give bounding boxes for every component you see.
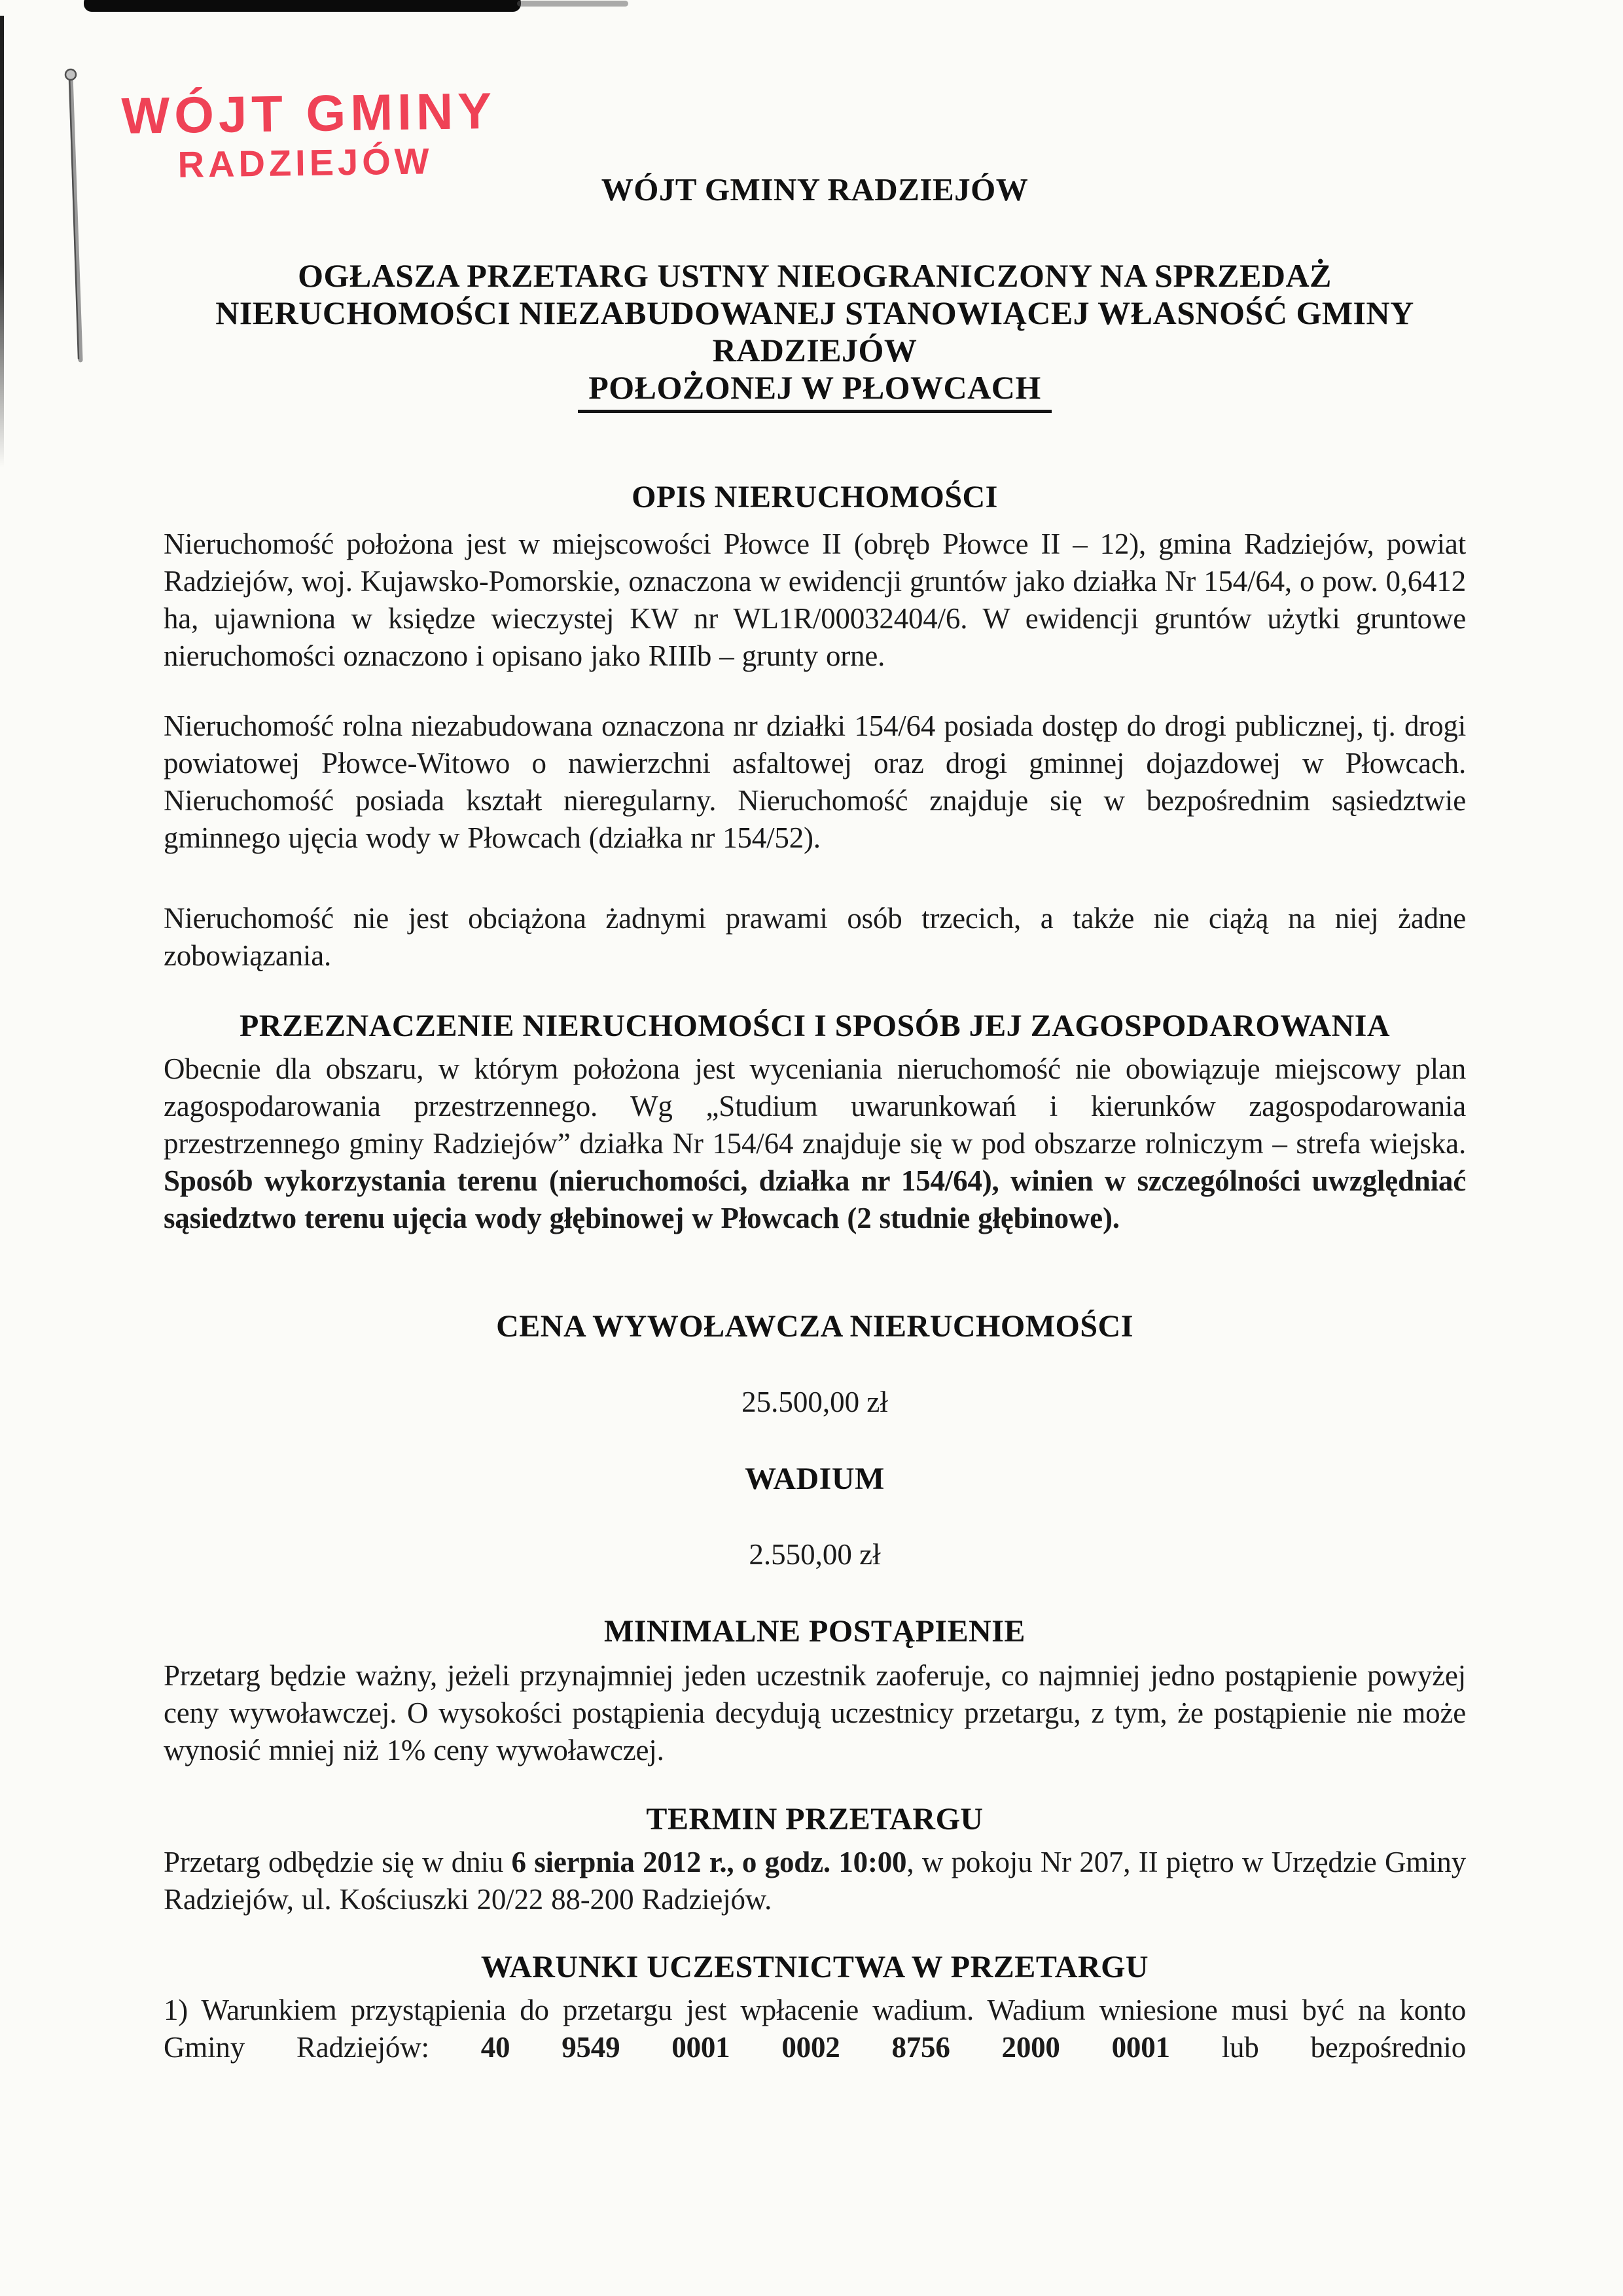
bank-account-number-bold: 40 9549 0001 0002 8756 2000 0001 xyxy=(480,2031,1170,2064)
document-content xyxy=(164,0,1466,2066)
auction-date-bold: 6 sierpnia 2012 r., o godz. 10:00 xyxy=(511,1846,907,1878)
paragraph-opis-3: Nieruchomość nie jest obciążona żadnymi prawami osób trzecich, a także nie ciążą na niej żadne zobowiązania. xyxy=(164,902,1466,972)
text-run: lub bezpośrednio xyxy=(1169,2031,1466,2064)
announcement-location-line xyxy=(164,369,1466,413)
announcement-heading xyxy=(164,257,1466,413)
stamp-authority-place: RADZIEJÓW xyxy=(177,140,434,185)
paperclip-icon xyxy=(56,64,102,378)
paragraph-termin xyxy=(164,1844,1466,1918)
location-underlined-text: POŁOŻONEJ W PŁOWCACH xyxy=(578,369,1052,413)
stamp-authority-name: WÓJT GMINY xyxy=(120,81,497,145)
section-heading-termin: TERMIN PRZETARGU xyxy=(646,1802,984,1837)
paragraph-opis-1: Nieruchomość położona jest w miejscowości Płowce II (obręb Płowce II – 12), gmina Radziejów, powiat Radziejów, woj. Kujawsko-Pomorskie, oznaczona w ewidencji gruntów jako działka Nr 154/64, o pow. 0,6412 ha, ujawniona w księdze wieczystej KW nr WL1R/00032404/6. W ewidencji gruntów użytki gruntowe nieruchomości oznaczono i opisano jako RIIIb – grunty orne. xyxy=(164,528,1466,672)
starting-price-value: 25.500,00 zł xyxy=(741,1386,888,1418)
text-run-bold: Sposób wykorzystania terenu (nieruchomości, działka nr 154/64), winien w szczególności uwzględniać sąsiedztwo terenu ujęcia wody głębinowej w Płowcach (2 studnie głębinowe). xyxy=(164,1164,1466,1234)
text-run: Przetarg odbędzie się w dniu xyxy=(164,1846,512,1878)
paragraph-przeznaczenie xyxy=(164,1050,1466,1237)
section-heading-wadium: WADIUM xyxy=(745,1462,885,1496)
text-run: Obecnie dla obszaru, w którym położona jest wyceniania nieruchomość nie obowiązuje miejscowy plan zagospodarowania przestrzennego. Wg „Studium uwarunkowań i kierunków zagospodarowania przestrzennego gminy Radziejów” działka Nr 154/64 znajduje się w pod obszarze rolniczym – strefa wiejska. xyxy=(164,1052,1466,1160)
section-heading-przeznaczenie: PRZEZNACZENIE NIERUCHOMOŚCI I SPOSÓB JEJ ZAGOSPODAROWANIA xyxy=(239,1009,1391,1043)
section-heading-warunki: WARUNKI UCZESTNICTWA W PRZETARGU xyxy=(480,1950,1149,1984)
scan-artifact-left-edge-line xyxy=(0,16,4,467)
paragraph-opis-2: Nieruchomość rolna niezabudowana oznaczona nr działki 154/64 posiada dostęp do drogi publicznej, tj. drogi powiatowej Płowce-Witowo o nawierzchni asfaltowej oraz drogi gminnej dojazdowej w Płowcach. Nieruchomość posiada kształt nieregularny. Nieruchomość znajduje się w bezpośrednim sąsiedztwie gminnego ujęcia wody w Płowcach (działka nr 154/52). xyxy=(164,709,1466,854)
deposit-value: 2.550,00 zł xyxy=(749,1538,881,1571)
text-run: , w pokoju Nr 207, II piętro w Urzędzie Gminy Radziejów, ul. Kościuszki 20/22 88-200 Radziejów. xyxy=(164,1846,1466,1916)
announcement-line: OGŁASZA PRZETARG USTNY NIEOGRANICZONY NA SPRZEDAŻ xyxy=(298,257,1332,294)
announcement-line: RADZIEJÓW xyxy=(712,332,918,368)
announcement-line: NIERUCHOMOŚCI NIEZABUDOWANEJ STANOWIĄCEJ WŁASNOŚĆ GMINY xyxy=(215,295,1414,331)
paragraph-warunki xyxy=(164,1992,1466,2066)
paragraph-postapienie: Przetarg będzie ważny, jeżeli przynajmniej jeden uczestnik zaoferuje, co najmniej jedno postąpienie powyżej ceny wywoławczej. O wysokości postąpienia decydują uczestnicy przetargu, z tym, że postąpienie nie może wynosić mniej niż 1% ceny wywoławczej. xyxy=(164,1659,1466,1767)
section-heading-opis: OPIS NIERUCHOMOŚCI xyxy=(632,480,998,514)
document-title: WÓJT GMINY RADZIEJÓW xyxy=(601,171,1029,207)
section-heading-postapienie: MINIMALNE POSTĄPIENIE xyxy=(604,1614,1026,1649)
text-run: 1) Warunkiem przystąpienia do przetargu jest wpłacenie wadium. Wadium wniesione musi być na konto Gminy Radziejów: xyxy=(164,1994,1466,2064)
section-heading-cena: CENA WYWOŁAWCZA NIERUCHOMOŚCI xyxy=(496,1309,1133,1344)
